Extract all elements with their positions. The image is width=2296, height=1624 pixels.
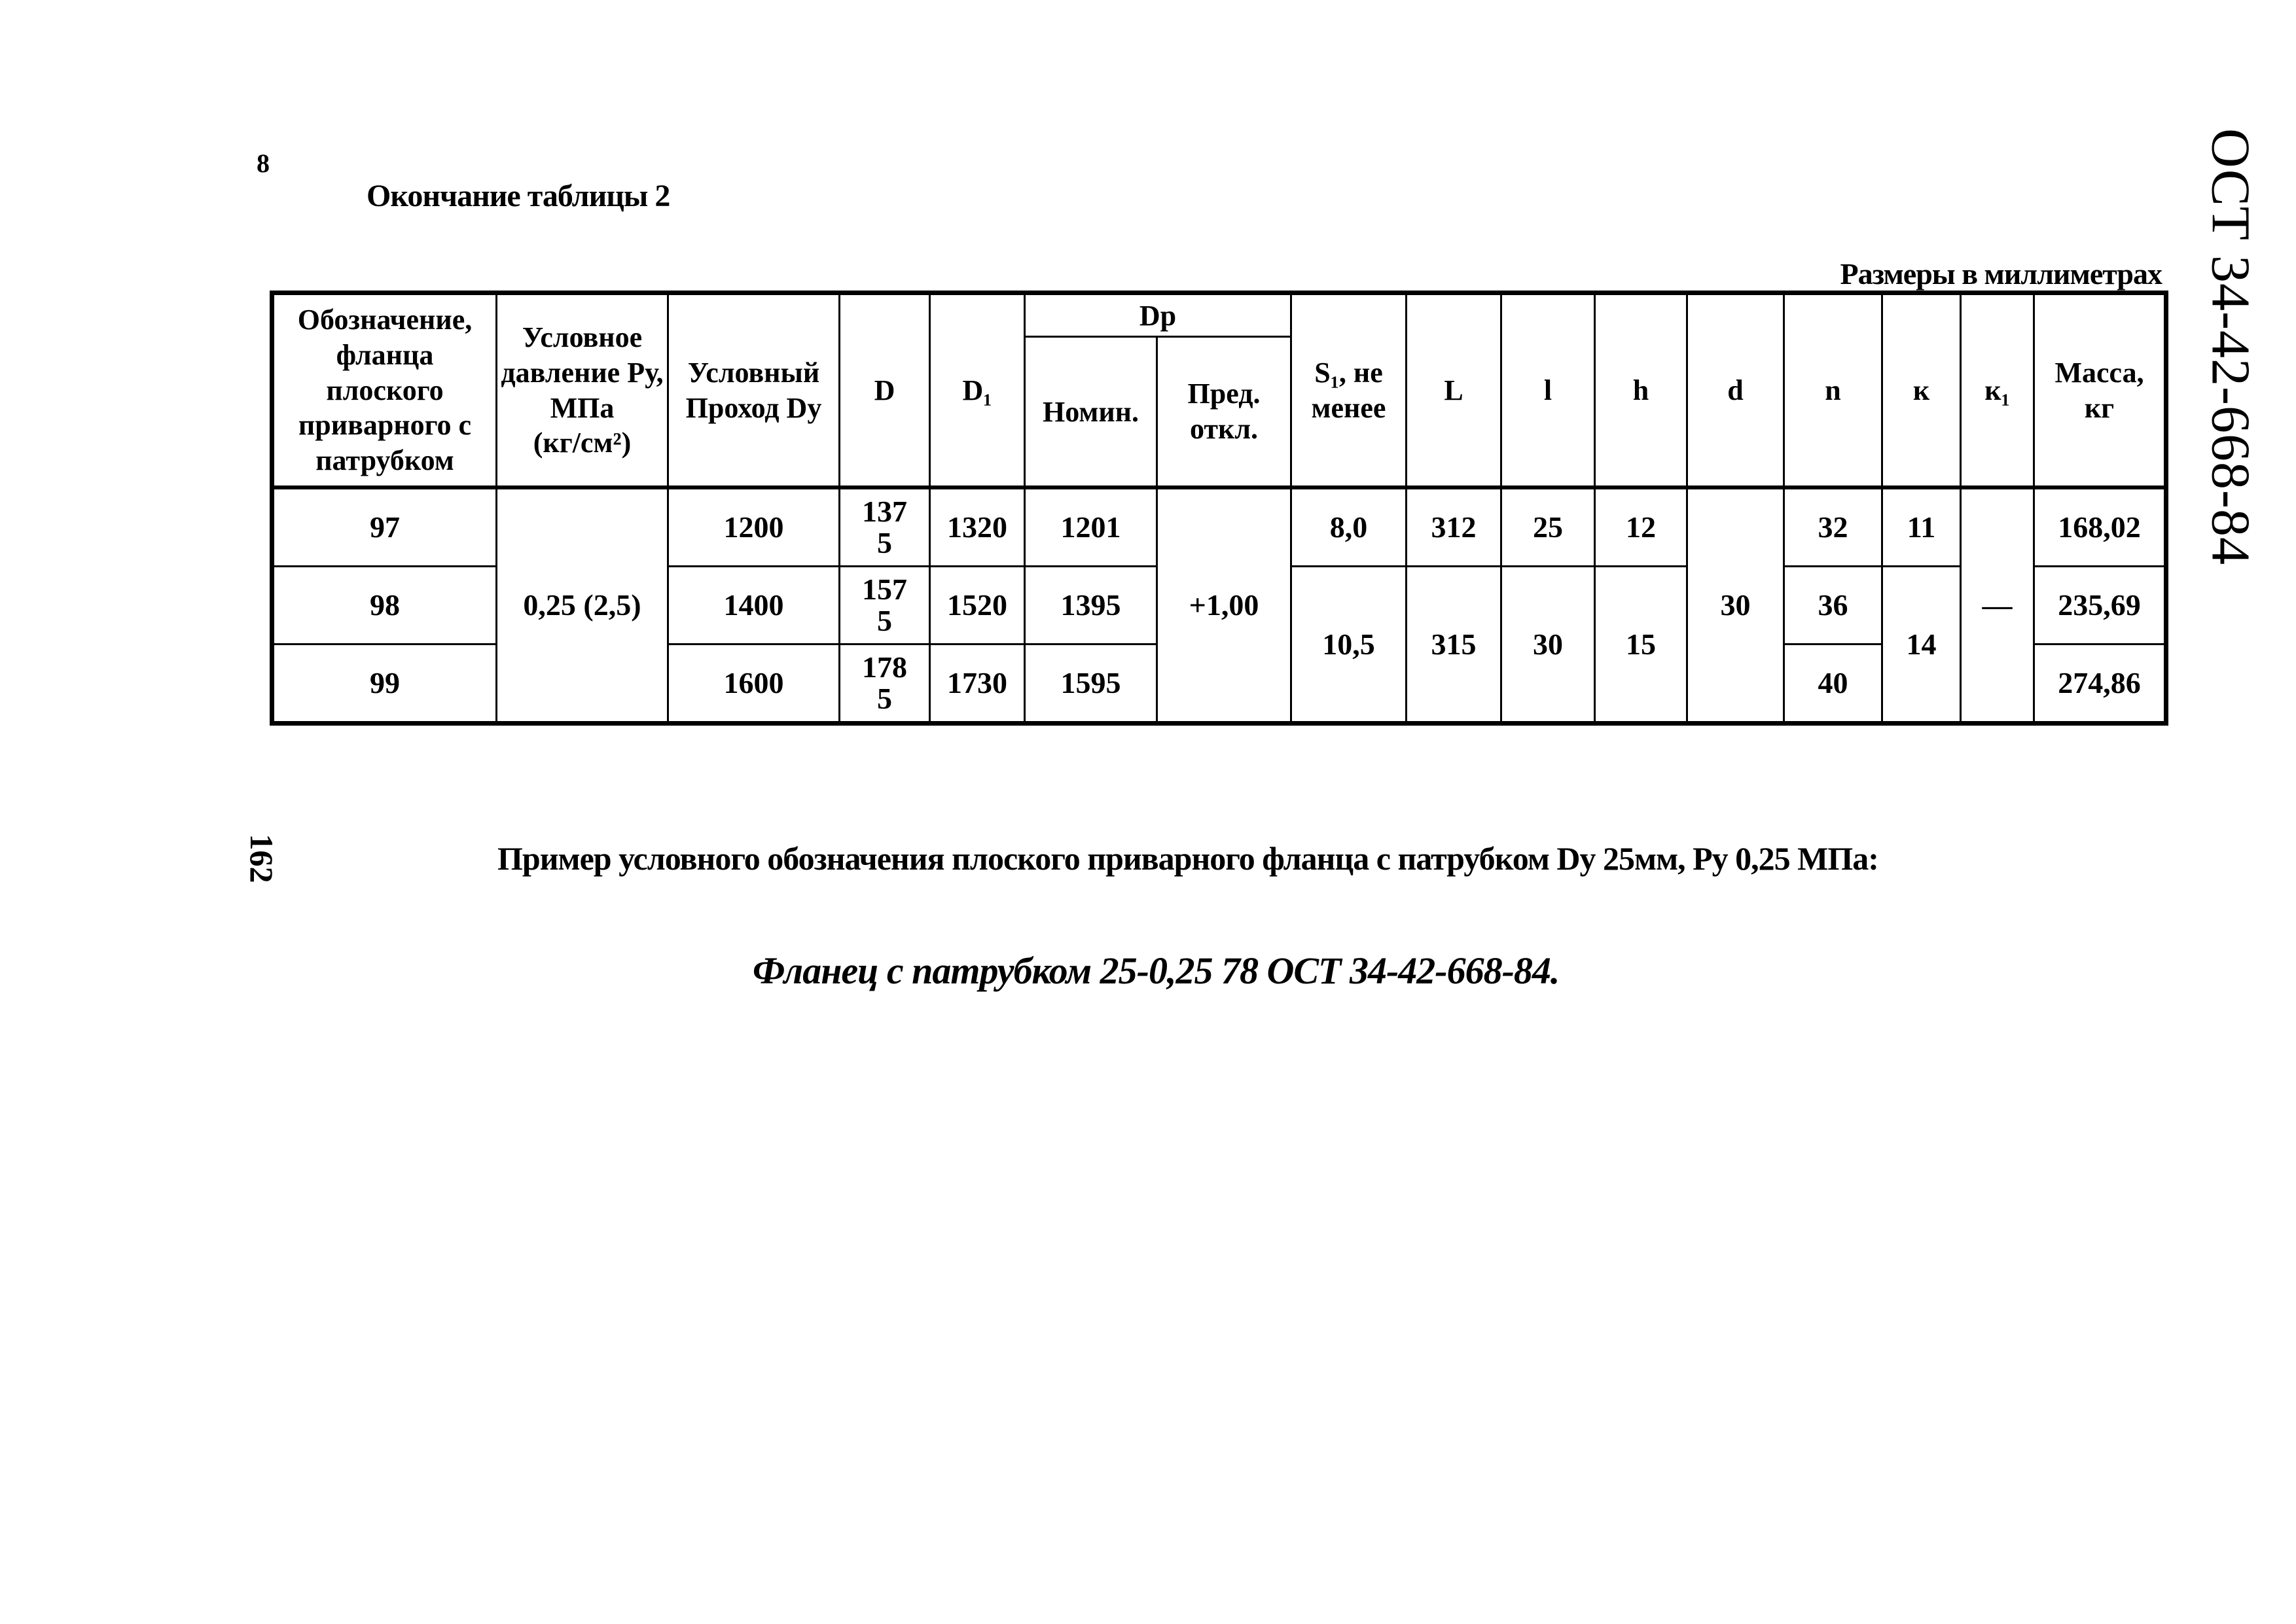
cell-l: 25 (1501, 487, 1595, 567)
cell-k1: — (1961, 487, 2034, 724)
document-code: ОСТ 34-42-668-84 (2200, 128, 2261, 565)
header-h: h (1595, 293, 1687, 488)
cell-n: 36 (1784, 567, 1882, 644)
cell-bore: 1400 (668, 567, 840, 644)
cell-L: 312 (1407, 487, 1501, 567)
flange-dimensions-table (270, 291, 2168, 726)
units-note: Размеры в миллиметрах (1840, 257, 2162, 291)
header-L: L (1407, 293, 1501, 488)
cell-Dp-nominal: 1201 (1025, 487, 1157, 567)
corner-mark: 8 (257, 149, 270, 178)
cell-S1: 8,0 (1291, 487, 1407, 567)
header-D: D (840, 293, 930, 488)
cell-mass: 274,86 (2034, 644, 2166, 724)
header-pressure-unit-alt: (кг/см²) (533, 427, 632, 459)
cell-k: 14 (1882, 567, 1961, 724)
cell-n: 40 (1784, 644, 1882, 724)
header-pressure-unit: МПа (550, 391, 615, 424)
cell-k: 11 (1882, 487, 1961, 567)
header-k1: к₁ (1961, 293, 2034, 488)
header-Dp-nominal: Номин. (1025, 337, 1157, 488)
header-pressure (497, 293, 668, 488)
cell-bore: 1200 (668, 487, 840, 567)
cell-L: 315 (1407, 567, 1501, 724)
cell-Dp-nominal: 1595 (1025, 644, 1157, 724)
header-n: n (1784, 293, 1882, 488)
cell-designation: 97 (272, 487, 497, 567)
cell-D (840, 644, 930, 724)
header-l: l (1501, 293, 1595, 488)
cell-D-part2: 5 (877, 604, 892, 637)
cell-D (840, 567, 930, 644)
cell-n: 32 (1784, 487, 1882, 567)
cell-mass: 168,02 (2034, 487, 2166, 567)
table-caption: Окончание таблицы 2 (367, 179, 670, 213)
header-d: d (1687, 293, 1784, 488)
page-number: 162 (243, 834, 280, 883)
cell-S1: 10,5 (1291, 567, 1407, 724)
header-k: к (1882, 293, 1961, 488)
cell-mass: 235,69 (2034, 567, 2166, 644)
table-row (272, 487, 2166, 567)
header-designation: Обозначение, фланца плоского приварного с патрубком (272, 293, 497, 488)
header-Dp: Dp (1025, 293, 1291, 337)
header-pressure-label: Условное давление Ру, (501, 321, 664, 389)
header-D1: D₁ (930, 293, 1025, 488)
cell-D-part1: 178 (862, 650, 907, 684)
header-Dp-tolerance: Пред. откл. (1157, 337, 1291, 488)
header-nominal-bore: Условный Проход Dy (668, 293, 840, 488)
cell-h: 15 (1595, 567, 1687, 724)
cell-Dp-tolerance: +1,00 (1157, 487, 1291, 724)
example-description: Пример условного обозначения плоского приварного фланца с патрубком Dy 25мм, Ру 0,25 МПа: (497, 840, 1878, 877)
header-mass: Масса, кг (2034, 293, 2166, 488)
cell-designation: 98 (272, 567, 497, 644)
cell-l: 30 (1501, 567, 1595, 724)
cell-D-part2: 5 (877, 526, 892, 559)
header-S1: S₁, не менее (1291, 293, 1407, 488)
cell-bore: 1600 (668, 644, 840, 724)
cell-D (840, 487, 930, 567)
cell-h: 12 (1595, 487, 1687, 567)
example-designation: Фланец с патрубком 25-0,25 78 ОСТ 34-42-668-84. (753, 949, 1560, 992)
cell-D-part2: 5 (877, 682, 892, 715)
cell-D-part1: 157 (862, 572, 907, 606)
cell-Dp-nominal: 1395 (1025, 567, 1157, 644)
cell-designation: 99 (272, 644, 497, 724)
cell-D1: 1730 (930, 644, 1025, 724)
cell-D-part1: 137 (862, 494, 907, 528)
cell-pressure: 0,25 (2,5) (497, 487, 668, 724)
cell-D1: 1320 (930, 487, 1025, 567)
cell-d: 30 (1687, 487, 1784, 724)
cell-D1: 1520 (930, 567, 1025, 644)
